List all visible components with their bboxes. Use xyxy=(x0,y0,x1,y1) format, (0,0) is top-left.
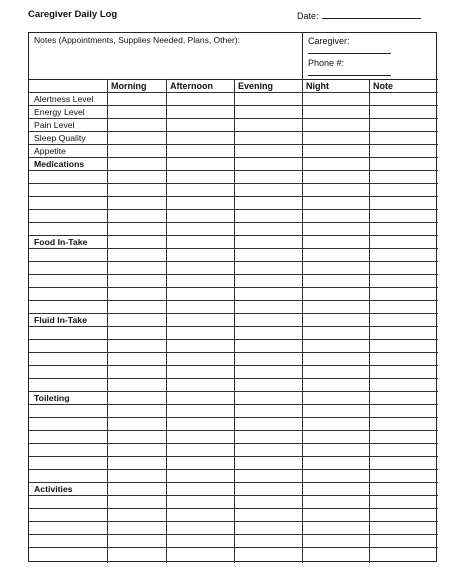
section-title: Fluid In-Take xyxy=(34,315,87,325)
column-divider xyxy=(166,79,167,563)
entry-cell[interactable] xyxy=(166,314,234,326)
entry-cell[interactable] xyxy=(234,548,302,560)
entry-cell[interactable] xyxy=(107,431,166,443)
entry-cell[interactable] xyxy=(166,509,234,521)
entry-cell[interactable] xyxy=(369,210,438,222)
column-divider xyxy=(369,79,370,563)
entry-cell[interactable] xyxy=(166,418,234,430)
entry-cell[interactable] xyxy=(302,340,369,352)
entry-cell[interactable] xyxy=(302,236,369,248)
document-title: Caregiver Daily Log xyxy=(28,9,118,20)
entry-cell[interactable] xyxy=(302,171,369,183)
entry-cell[interactable] xyxy=(166,548,234,560)
entry-cell[interactable] xyxy=(107,366,166,378)
entry-cell[interactable] xyxy=(234,197,302,209)
entry-cell[interactable] xyxy=(29,275,107,287)
entry-cell[interactable] xyxy=(166,366,234,378)
entry-cell[interactable] xyxy=(369,158,438,170)
entry-cell[interactable] xyxy=(29,301,107,313)
entry-cell[interactable] xyxy=(107,236,166,248)
entry-cell[interactable] xyxy=(369,288,438,300)
entry-cell[interactable] xyxy=(234,262,302,274)
entry-cell[interactable] xyxy=(29,470,107,482)
entry-cell[interactable] xyxy=(29,171,107,183)
entry-cell[interactable] xyxy=(29,522,107,534)
entry-cell[interactable] xyxy=(166,340,234,352)
metric-label: Energy Level xyxy=(34,107,85,117)
entry-cell[interactable] xyxy=(107,197,166,209)
entry-cell[interactable] xyxy=(302,327,369,339)
entry-cell[interactable] xyxy=(302,275,369,287)
entry-cell[interactable] xyxy=(166,353,234,365)
entry-cell[interactable] xyxy=(302,496,369,508)
entry-cell[interactable] xyxy=(369,223,438,235)
entry-cell[interactable] xyxy=(302,366,369,378)
entry-cell[interactable] xyxy=(369,184,438,196)
entry-cell[interactable] xyxy=(369,483,438,495)
date-line[interactable] xyxy=(322,8,421,19)
entry-cell[interactable] xyxy=(166,522,234,534)
entry-cell[interactable] xyxy=(166,184,234,196)
entry-cell[interactable] xyxy=(302,106,369,118)
entry-cell[interactable] xyxy=(369,431,438,443)
entry-cell[interactable] xyxy=(29,353,107,365)
entry-cell[interactable] xyxy=(234,184,302,196)
entry-cell[interactable] xyxy=(166,288,234,300)
entry-cell[interactable] xyxy=(234,418,302,430)
caregiver-line[interactable] xyxy=(308,53,391,54)
entry-cell[interactable] xyxy=(166,496,234,508)
entry-cell[interactable] xyxy=(166,470,234,482)
entry-cell[interactable] xyxy=(302,535,369,547)
entry-cell[interactable] xyxy=(234,158,302,170)
entry-cell[interactable] xyxy=(166,535,234,547)
entry-cell[interactable] xyxy=(107,262,166,274)
entry-cell[interactable] xyxy=(234,470,302,482)
entry-cell[interactable] xyxy=(234,119,302,131)
entry-cell[interactable] xyxy=(302,379,369,391)
entry-cell[interactable] xyxy=(234,106,302,118)
entry-cell[interactable] xyxy=(234,132,302,144)
column-divider xyxy=(107,79,108,563)
entry-cell[interactable] xyxy=(302,522,369,534)
entry-cell[interactable] xyxy=(369,548,438,560)
entry-cell[interactable] xyxy=(302,470,369,482)
section-title: Toileting xyxy=(34,393,70,403)
entry-cell[interactable] xyxy=(29,249,107,261)
entry-cell[interactable] xyxy=(166,275,234,287)
section-title: Food In-Take xyxy=(34,237,88,247)
entry-cell[interactable] xyxy=(166,158,234,170)
entry-cell[interactable] xyxy=(166,262,234,274)
entry-cell[interactable] xyxy=(234,379,302,391)
entry-cell[interactable] xyxy=(234,535,302,547)
entry-cell[interactable] xyxy=(166,145,234,157)
entry-cell[interactable] xyxy=(369,496,438,508)
entry-cell[interactable] xyxy=(107,314,166,326)
entry-cell[interactable] xyxy=(107,379,166,391)
section-title: Activities xyxy=(34,484,73,494)
entry-cell[interactable] xyxy=(107,119,166,131)
entry-cell[interactable] xyxy=(302,392,369,404)
entry-cell[interactable] xyxy=(369,405,438,417)
entry-cell[interactable] xyxy=(166,444,234,456)
entry-cell[interactable] xyxy=(302,197,369,209)
entry-cell[interactable] xyxy=(302,145,369,157)
entry-cell[interactable] xyxy=(369,106,438,118)
entry-cell[interactable] xyxy=(369,262,438,274)
entry-cell[interactable] xyxy=(302,548,369,560)
entry-cell[interactable] xyxy=(107,184,166,196)
entry-cell[interactable] xyxy=(234,444,302,456)
date-label: Date: xyxy=(297,11,319,21)
entry-cell[interactable] xyxy=(107,548,166,560)
entry-cell[interactable] xyxy=(107,483,166,495)
entry-cell[interactable] xyxy=(234,353,302,365)
entry-cell[interactable] xyxy=(302,249,369,261)
entry-cell[interactable] xyxy=(369,379,438,391)
entry-cell[interactable] xyxy=(369,366,438,378)
entry-cell[interactable] xyxy=(234,457,302,469)
entry-cell[interactable] xyxy=(166,301,234,313)
entry-cell[interactable] xyxy=(234,236,302,248)
entry-cell[interactable] xyxy=(302,132,369,144)
entry-cell[interactable] xyxy=(369,301,438,313)
entry-cell[interactable] xyxy=(302,444,369,456)
entry-cell[interactable] xyxy=(166,431,234,443)
entry-cell[interactable] xyxy=(234,522,302,534)
entry-cell[interactable] xyxy=(107,145,166,157)
notes-label: Notes (Appointments, Supplies Needed, Plans, Other): xyxy=(34,35,240,45)
entry-cell[interactable] xyxy=(369,249,438,261)
contact-box xyxy=(303,33,438,79)
entry-cell[interactable] xyxy=(369,535,438,547)
entry-cell[interactable] xyxy=(29,431,107,443)
entry-cell[interactable] xyxy=(107,470,166,482)
entry-cell[interactable] xyxy=(166,249,234,261)
column-header: Note xyxy=(373,81,393,91)
entry-cell[interactable] xyxy=(29,223,107,235)
entry-cell[interactable] xyxy=(107,340,166,352)
entry-cell[interactable] xyxy=(302,158,369,170)
entry-cell[interactable] xyxy=(107,444,166,456)
entry-cell[interactable] xyxy=(234,431,302,443)
entry-cell[interactable] xyxy=(234,314,302,326)
entry-cell[interactable] xyxy=(234,145,302,157)
entry-cell[interactable] xyxy=(29,340,107,352)
entry-cell[interactable] xyxy=(369,457,438,469)
metric-label: Sleep Quality xyxy=(34,133,86,143)
entry-cell[interactable] xyxy=(107,457,166,469)
entry-cell[interactable] xyxy=(234,483,302,495)
column-header: Night xyxy=(306,81,329,91)
entry-cell[interactable] xyxy=(107,106,166,118)
entry-cell[interactable] xyxy=(166,210,234,222)
entry-cell[interactable] xyxy=(166,483,234,495)
entry-cell[interactable] xyxy=(234,223,302,235)
entry-cell[interactable] xyxy=(29,262,107,274)
entry-cell[interactable] xyxy=(302,509,369,521)
entry-cell[interactable] xyxy=(29,405,107,417)
entry-cell[interactable] xyxy=(29,548,107,560)
entry-cell[interactable] xyxy=(302,457,369,469)
entry-cell[interactable] xyxy=(302,93,369,105)
entry-cell[interactable] xyxy=(166,457,234,469)
entry-cell[interactable] xyxy=(302,483,369,495)
entry-cell[interactable] xyxy=(29,288,107,300)
entry-cell[interactable] xyxy=(107,301,166,313)
entry-cell[interactable] xyxy=(29,509,107,521)
entry-cell[interactable] xyxy=(166,405,234,417)
header-blank-cell xyxy=(29,80,107,92)
entry-cell[interactable] xyxy=(107,535,166,547)
notes-box[interactable] xyxy=(29,33,303,79)
entry-cell[interactable] xyxy=(369,522,438,534)
entry-cell[interactable] xyxy=(234,301,302,313)
entry-cell[interactable] xyxy=(29,457,107,469)
entry-cell[interactable] xyxy=(369,444,438,456)
entry-cell[interactable] xyxy=(302,314,369,326)
entry-cell[interactable] xyxy=(29,366,107,378)
entry-cell[interactable] xyxy=(166,236,234,248)
entry-cell[interactable] xyxy=(107,288,166,300)
entry-cell[interactable] xyxy=(234,171,302,183)
entry-cell[interactable] xyxy=(302,301,369,313)
entry-cell[interactable] xyxy=(302,288,369,300)
entry-cell[interactable] xyxy=(107,132,166,144)
entry-cell[interactable] xyxy=(234,327,302,339)
entry-cell[interactable] xyxy=(302,431,369,443)
caregiver-label: Caregiver: xyxy=(308,36,350,46)
entry-cell[interactable] xyxy=(166,119,234,131)
entry-cell[interactable] xyxy=(302,223,369,235)
metric-label: Pain Level xyxy=(34,120,75,130)
date-field[interactable] xyxy=(297,8,421,23)
entry-cell[interactable] xyxy=(166,93,234,105)
entry-cell[interactable] xyxy=(234,496,302,508)
log-sheet xyxy=(28,32,437,562)
entry-cell[interactable] xyxy=(107,509,166,521)
entry-cell[interactable] xyxy=(166,327,234,339)
entry-cell[interactable] xyxy=(234,340,302,352)
entry-cell[interactable] xyxy=(107,405,166,417)
column-header: Morning xyxy=(111,81,147,91)
entry-cell[interactable] xyxy=(166,197,234,209)
column-header: Evening xyxy=(238,81,274,91)
entry-cell[interactable] xyxy=(234,288,302,300)
entry-cell[interactable] xyxy=(234,249,302,261)
entry-cell[interactable] xyxy=(369,197,438,209)
column-header: Afternoon xyxy=(170,81,213,91)
entry-cell[interactable] xyxy=(369,132,438,144)
metric-label: Alertness Level xyxy=(34,94,94,104)
entry-cell[interactable] xyxy=(166,379,234,391)
entry-cell[interactable] xyxy=(107,93,166,105)
entry-cell[interactable] xyxy=(107,158,166,170)
entry-cell[interactable] xyxy=(29,197,107,209)
entry-cell[interactable] xyxy=(166,171,234,183)
entry-cell[interactable] xyxy=(107,327,166,339)
entry-cell[interactable] xyxy=(234,509,302,521)
entry-cell[interactable] xyxy=(166,392,234,404)
entry-cell[interactable] xyxy=(302,353,369,365)
entry-cell[interactable] xyxy=(369,470,438,482)
entry-cell[interactable] xyxy=(369,353,438,365)
entry-cell[interactable] xyxy=(29,496,107,508)
entry-cell[interactable] xyxy=(107,392,166,404)
entry-cell[interactable] xyxy=(302,210,369,222)
entry-cell[interactable] xyxy=(107,353,166,365)
section-title: Medications xyxy=(34,159,85,169)
entry-cell[interactable] xyxy=(29,535,107,547)
entry-cell[interactable] xyxy=(107,223,166,235)
entry-cell[interactable] xyxy=(166,223,234,235)
entry-cell[interactable] xyxy=(369,314,438,326)
entry-cell[interactable] xyxy=(234,210,302,222)
entry-cell[interactable] xyxy=(107,171,166,183)
entry-cell[interactable] xyxy=(369,392,438,404)
entry-cell[interactable] xyxy=(29,184,107,196)
entry-cell[interactable] xyxy=(302,405,369,417)
phone-line[interactable] xyxy=(308,75,391,76)
entry-cell[interactable] xyxy=(107,249,166,261)
entry-cell[interactable] xyxy=(107,275,166,287)
entry-cell[interactable] xyxy=(166,132,234,144)
entry-cell[interactable] xyxy=(107,496,166,508)
entry-cell[interactable] xyxy=(107,522,166,534)
entry-cell[interactable] xyxy=(29,444,107,456)
entry-cell[interactable] xyxy=(369,93,438,105)
entry-cell[interactable] xyxy=(302,418,369,430)
entry-cell[interactable] xyxy=(29,418,107,430)
entry-cell[interactable] xyxy=(107,418,166,430)
entry-cell[interactable] xyxy=(234,405,302,417)
column-divider xyxy=(234,79,235,563)
entry-cell[interactable] xyxy=(302,184,369,196)
entry-cell[interactable] xyxy=(29,210,107,222)
phone-label: Phone #: xyxy=(308,58,345,68)
entry-cell[interactable] xyxy=(234,93,302,105)
entry-cell[interactable] xyxy=(29,327,107,339)
entry-cell[interactable] xyxy=(369,275,438,287)
entry-cell[interactable] xyxy=(29,379,107,391)
entry-cell[interactable] xyxy=(234,275,302,287)
entry-cell[interactable] xyxy=(107,210,166,222)
metric-label: Appetite xyxy=(34,146,66,156)
entry-cell[interactable] xyxy=(302,262,369,274)
entry-cell[interactable] xyxy=(369,171,438,183)
entry-cell[interactable] xyxy=(369,327,438,339)
entry-cell[interactable] xyxy=(369,418,438,430)
column-divider xyxy=(302,79,303,563)
entry-cell[interactable] xyxy=(369,119,438,131)
entry-cell[interactable] xyxy=(369,236,438,248)
entry-cell[interactable] xyxy=(166,106,234,118)
entry-cell[interactable] xyxy=(234,392,302,404)
entry-cell[interactable] xyxy=(234,366,302,378)
entry-cell[interactable] xyxy=(369,145,438,157)
entry-cell[interactable] xyxy=(369,509,438,521)
entry-cell[interactable] xyxy=(369,340,438,352)
entry-cell[interactable] xyxy=(302,119,369,131)
